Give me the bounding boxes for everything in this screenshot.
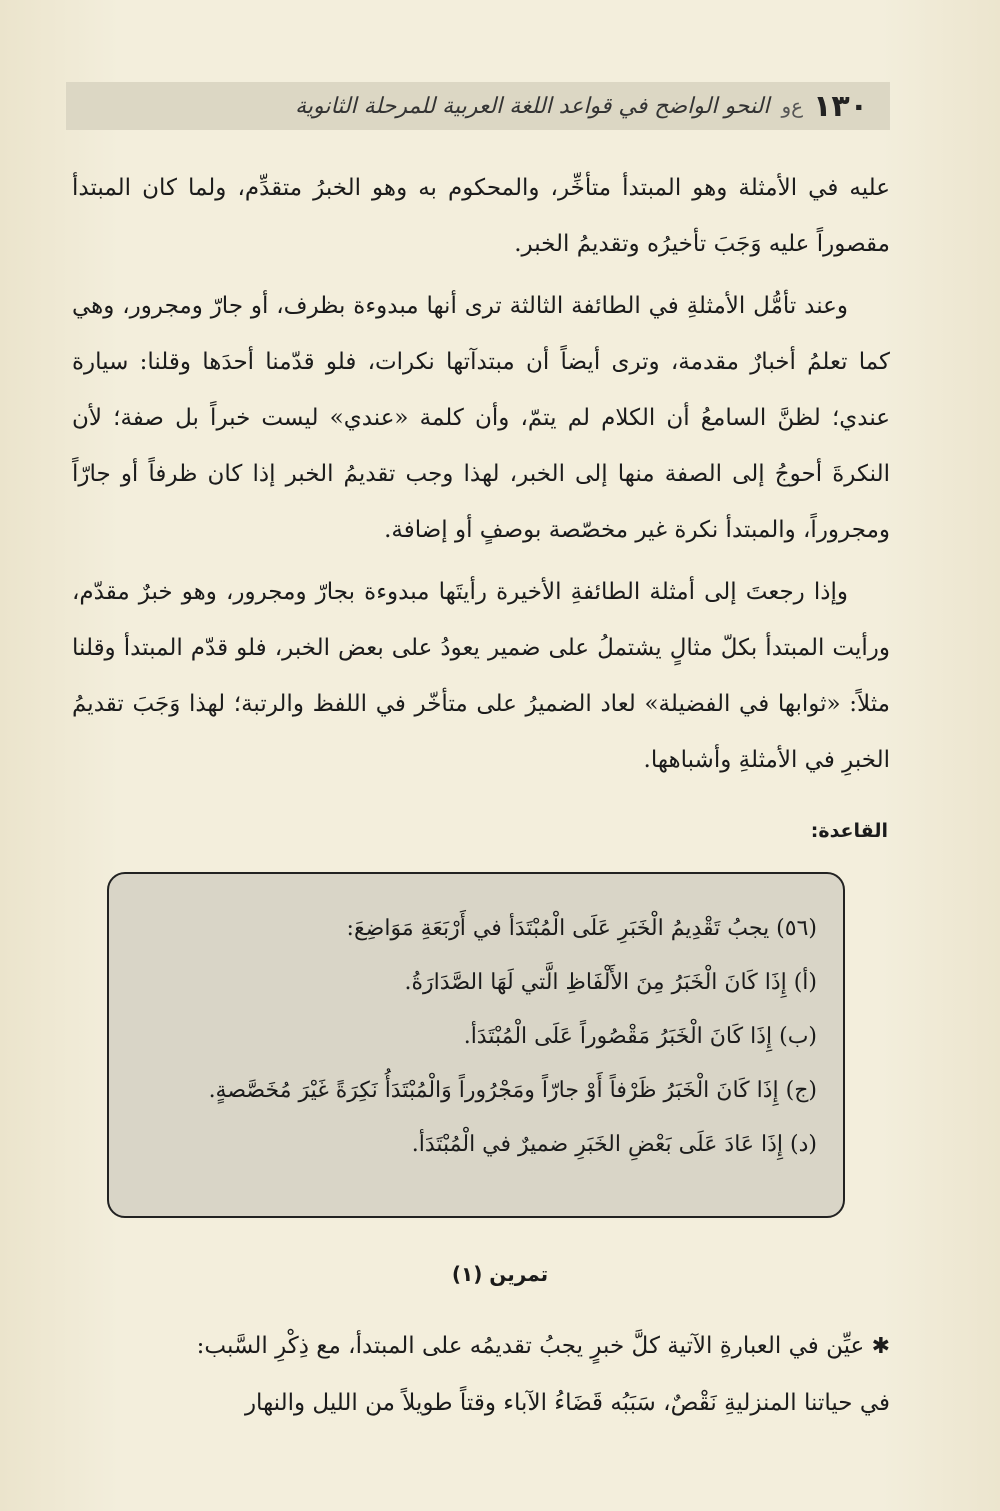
rule-line: (ب) إِذَا كَانَ الْخَبَرُ مَقْصُوراً عَلَى الْمُبْتَدَأ. (463, 1024, 817, 1049)
rule-heading: القاعدة: (810, 820, 888, 842)
rule-box (107, 872, 845, 1218)
rule-line: (د) إِذَا عَادَ عَلَى بَعْضِ الخَبَرِ ضميرٌ في الْمُبْتَدَأ. (411, 1132, 817, 1157)
body-text (72, 160, 890, 794)
header-ornament: ﻉﻭ (781, 94, 804, 118)
running-header (66, 82, 890, 130)
book-title: النحو الواضح في قواعد اللغة العربية للمرحلة الثانوية (295, 93, 770, 119)
paragraph: عليه في الأمثلة وهو المبتدأ متأخِّر، والمحكوم به وهو الخبرُ متقدِّم، ولما كان المبتدأ مقصوراً عليه وَجَبَ تأخيرُه وتقديمُ الخبر. (72, 175, 890, 257)
paragraph: وعند تأمُّل الأمثلةِ في الطائفة الثالثة ترى أنها مبدوءة بظرف، أو جارّ ومجرور، وهي كما تعلمُ أخبارٌ مقدمة، وترى أيضاً أن مبتدآتها نكرات، فلو قدّمنا أحدَها وقلنا: سيارة عندي؛ لظنَّ السامعُ أن الكلام لم يتمّ، وأن كلمة «عندي» ليست خبراً بل صفة؛ لأن النكرةَ أحوجُ إلى الصفة منها إلى الخبر، لهذا وجب تقديمُ الخبر إذا كان ظرفاً أو جارّاً ومجروراً، والمبتدأ نكرة غير مخصّصة بوصفٍ أو إضافة. (72, 293, 890, 543)
exercise-title: تمرين (١) (451, 1262, 549, 1286)
page-number: ١٣٠ (813, 88, 868, 124)
rule-line: (أ) إِذَا كَانَ الْخَبَرُ مِنَ الأَلْفَاظِ الَّتي لَهَا الصَّدَارَةُ. (404, 970, 817, 995)
rule-line: (ج) إِذَا كَانَ الْخَبَرُ ظَرْفاً أَوْ جارّاً ومَجْرُوراً وَالْمُبْتَدَأُ نَكِرَةً غَيْرَ مُخَصَّصةٍ. (208, 1078, 817, 1103)
exercise-passage: في حياتنا المنزليةِ نَقْصٌ، سَبَبُه قَضَاءُ الآباء وقتاً طويلاً من الليل والنهار (244, 1390, 890, 1416)
star-icon: ✱ (871, 1334, 890, 1359)
rule-line: (٥٦) يجبُ تَقْدِيمُ الْخَبَرِ عَلَى الْمُبْتَدَأ في أَرْبَعَةِ مَوَاضِعَ: (346, 916, 817, 941)
exercise-text (72, 1318, 890, 1431)
exercise-instruction (72, 1318, 890, 1375)
instruction-text: عيِّن في العبارةِ الآتية كلَّ خبرٍ يجبُ تقديمُه على المبتدأ، مع ذِكْرِ السَّبب: (196, 1333, 865, 1359)
paragraph: وإذا رجعتَ إلى أمثلة الطائفةِ الأخيرة رأيتَها مبدوءة بجارّ ومجرور، وهو خبرٌ مقدّم، ورأيت المبتدأ بكلّ مثالٍ يشتملُ على ضمير يعودُ على بعض الخبر، فلو قدّم المبتدأ وقلنا مثلاً: «ثوابها في الفضيلة» لعاد الضميرُ على متأخّر في اللفظ والرتبة؛ لهذا وَجَبَ تقديمُ الخبرِ في الأمثلةِ وأشباهها. (72, 579, 890, 773)
